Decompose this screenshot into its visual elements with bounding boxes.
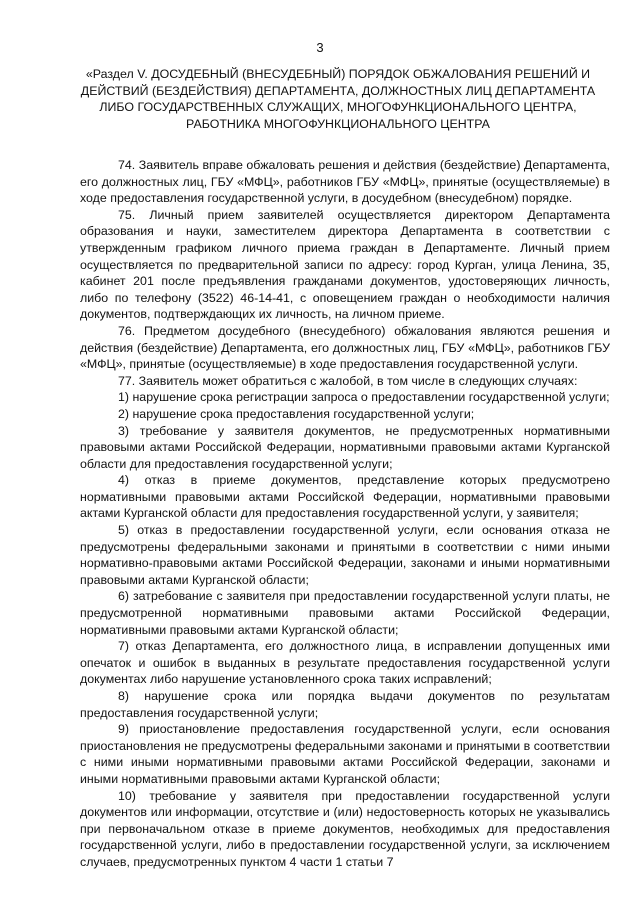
list-item-6: 6) затребование с заявителя при предоставлении государственной услуги платы, не предусмотренной нормативными правовыми актами Российской Федерации, нормативными правовыми актами Курганской области; bbox=[80, 589, 610, 637]
paragraph-77: 77. Заявитель может обратиться с жалобой, в том числе в следующих случаях: bbox=[118, 373, 578, 388]
list-item-5: 5) отказ в предоставлении государственной услуги, если основания отказа не предусмотрены федеральными законами и принятыми в соответствии с ними иными нормативно-правовыми актами Российской Федерации, законами и иными нормативными правовыми актами Курганской области; bbox=[80, 523, 610, 587]
paragraph-74: 74. Заявитель вправе обжаловать решения и действия (бездействие) Департамента, его должностных лиц, ГБУ «МФЦ», работников ГБУ «МФЦ», принятые (осуществляемые) в ходе предоставления государственной услуги, в досудебном (внесудебном) порядке. bbox=[80, 158, 610, 206]
list-item-10: 10) требование у заявителя при предоставлении государственной услуги документов или информации, отсутствие и (или) недостоверность которых не указывались при первоначальном отказе в приеме документов, необходимых для предоставления государственной услуги, либо в предоставлении государственной услуги, за исключением случаев, предусмотренных пунктом 4 части 1 статьи 7 bbox=[80, 788, 610, 869]
list-item-9: 9) приостановление предоставления государственной услуги, если основания приостановления не предусмотрены федеральными законами и принятыми в соответствии с ними иными нормативными правовыми актами Российской Федерации, законами и иными нормативными правовыми актами Курганской области; bbox=[80, 722, 610, 786]
section-heading: «Раздел V. ДОСУДЕБНЫЙ (ВНЕСУДЕБНЫЙ) ПОРЯДОК ОБЖАЛОВАНИЯ РЕШЕНИЙ И ДЕЙСТВИЙ (БЕЗДЕЙСТВИЯ) ДЕПАРТАМЕНТА, ДОЛЖНОСТНЫХ ЛИЦ ДЕПАРТАМЕНТА ЛИБО ГОСУДАРСТВЕННЫХ СЛУЖАЩИХ, МНОГОФУНКЦИОНАЛЬНОГО ЦЕНТРА, РАБОТНИКА МНОГОФУНКЦИОНАЛЬНОГО ЦЕНТРА bbox=[80, 67, 596, 131]
page-number: 3 bbox=[316, 40, 324, 55]
list-item-1: 1) нарушение срока регистрации запроса о предоставлении государственной услуги; bbox=[118, 390, 610, 405]
document-body bbox=[80, 157, 610, 871]
list-item-4: 4) отказ в приеме документов, представление которых предусмотрено нормативными правовыми актами Российской Федерации, нормативными правовыми актами Курганской области для предоставления государственной услуги, у заявителя; bbox=[80, 473, 610, 521]
paragraph-76: 76. Предметом досудебного (внесудебного) обжалования являются решения и действия (бездействие) Департамента, его должностных лиц, ГБУ «МФЦ», работников ГБУ «МФЦ», принятые (осуществляемые) в ходе предоставления государственной услуги. bbox=[80, 323, 610, 372]
list-item-3: 3) требование у заявителя документов, не предусмотренных нормативными правовыми актами Российской Федерации, нормативными правовыми актами Курганской области для предоставления государственной услуги; bbox=[80, 423, 610, 471]
list-item-2: 2) нарушение срока предоставления государственной услуги; bbox=[118, 406, 475, 421]
paragraph-75: 75. Личный прием заявителей осуществляется директором Департамента образования и науки, заместителем директора Департамента в соответствии с утвержденным графиком личного приема граждан в Департаменте. Личный прием осуществляется по предварительной записи по адресу: город Курган, улица Ленина, 35, кабинет 201 после предъявления гражданами документов, удостоверяющих личность, либо по телефону (3522) 46-14-41, с оповещением граждан о необходимости наличия документов, подтверждающих их личность, на личном приеме. bbox=[80, 207, 610, 322]
list-item-7: 7) отказ Департамента, его должностного лица, в исправлении допущенных ими опечаток и ошибок в выданных в результате предоставления государственной услуги документах либо нарушение установленного срока таких исправлений; bbox=[80, 639, 610, 687]
list-item-8: 8) нарушение срока или порядка выдачи документов по результатам предоставления государственной услуги; bbox=[80, 689, 610, 720]
